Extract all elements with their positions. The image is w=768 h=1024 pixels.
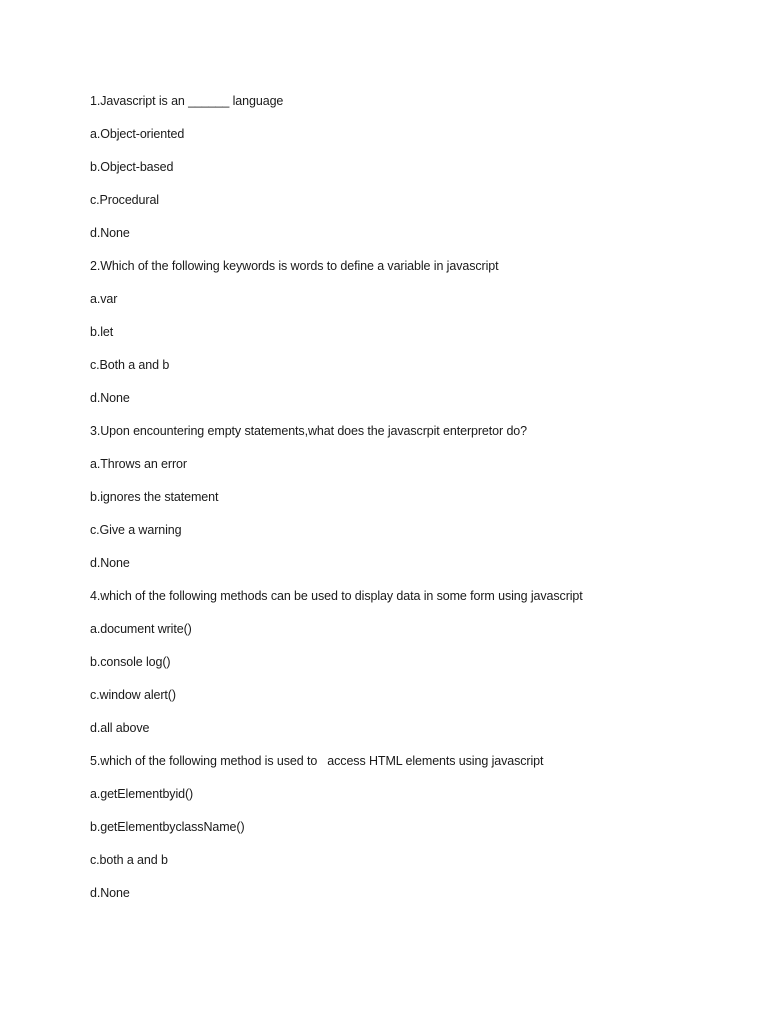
option-a: a.Object-oriented <box>90 127 185 141</box>
option-b: b.ignores the statement <box>90 490 219 504</box>
question-text: 3.Upon encountering empty statements,what does the javascrpit enterpretor do? <box>90 424 528 438</box>
question-text: 4.which of the following methods can be used to display data in some form using javascript <box>90 589 583 603</box>
option-b: b.getElementbyclassName() <box>90 820 245 834</box>
question-text: 2.Which of the following keywords is words to define a variable in javascript <box>90 259 499 273</box>
option-b: b.console log() <box>90 655 171 669</box>
question-text: 5.which of the following method is used to access HTML elements using javascript <box>90 754 544 768</box>
option-a: a.getElementbyid() <box>90 787 194 801</box>
option-c: c.window alert() <box>90 688 176 702</box>
option-c: c.Give a warning <box>90 523 182 537</box>
question-block-3 <box>90 423 730 588</box>
option-c: c.Procedural <box>90 193 159 207</box>
option-a: a.Throws an error <box>90 457 187 471</box>
option-c: c.Both a and b <box>90 358 170 372</box>
quiz-content <box>90 93 730 918</box>
question-block-1 <box>90 93 730 258</box>
question-block-2 <box>90 258 730 423</box>
option-c: c.both a and b <box>90 853 168 867</box>
option-d: d.None <box>90 391 130 405</box>
option-d: d.None <box>90 886 130 900</box>
question-block-4 <box>90 588 730 753</box>
option-a: a.document write() <box>90 622 192 636</box>
option-a: a.var <box>90 292 118 306</box>
option-d: d.None <box>90 556 130 570</box>
question-block-5 <box>90 753 730 918</box>
option-b: b.Object-based <box>90 160 174 174</box>
option-d: d.None <box>90 226 130 240</box>
question-text: 1.Javascript is an ______ language <box>90 94 284 108</box>
option-b: b.let <box>90 325 114 339</box>
option-d: d.all above <box>90 721 150 735</box>
